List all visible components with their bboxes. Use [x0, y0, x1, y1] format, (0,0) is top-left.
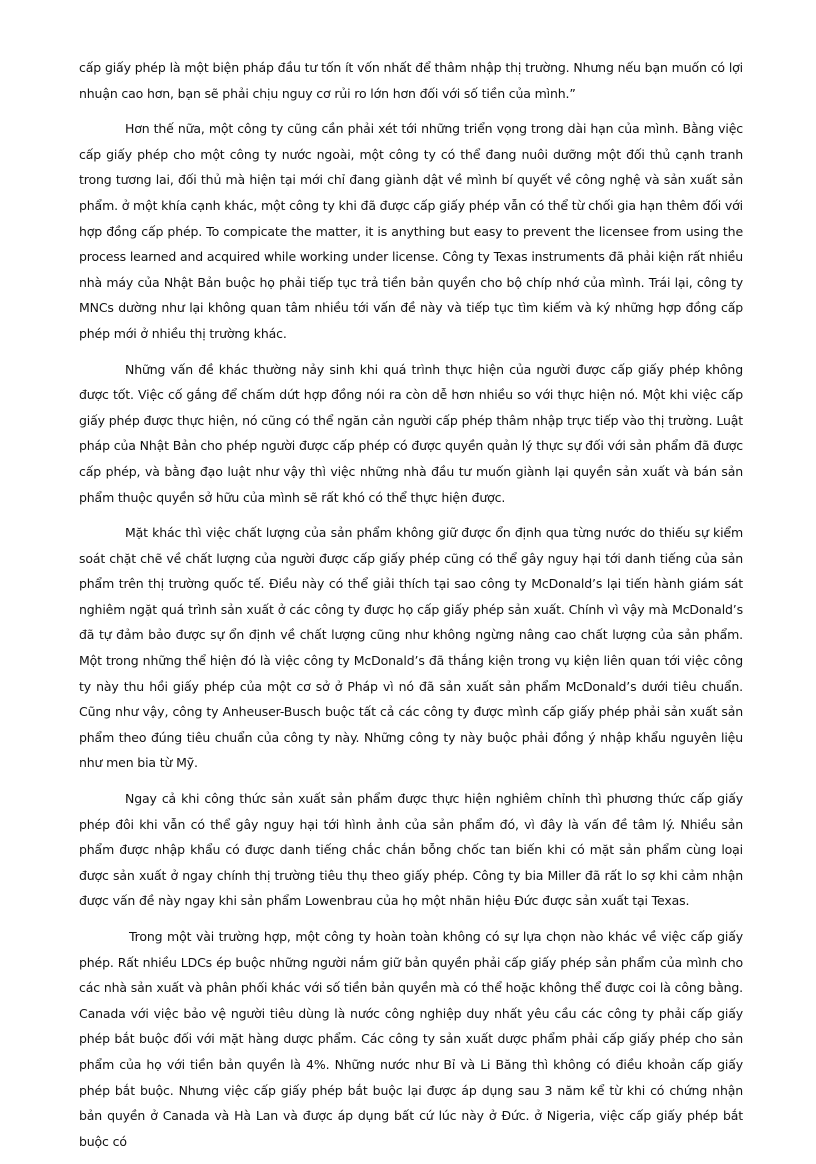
- paragraph-1: cấp giấy phép là một biện pháp đầu tư tốn ít vốn nhất để thâm nhập thị trường. Nhưng nếu bạn muốn có lợi nhuận cao hơn, bạn sẽ phải chịu nguy cơ rủi ro lớn hơn đối với số tiền của mình.”: [79, 60, 743, 101]
- paragraph-6: Trong một vài trường hợp, một công ty hoàn toàn không có sự lựa chọn nào khác về việc cấp giấy phép. Rất nhiều LDCs ép buộc những người nắm giữ bản quyền phải cấp giấy phép sản phẩm của mình cho các nhà sản xuất và phân phối khác với số tiền bản quyền mà có thể hoặc không thể được coi là công bằng. Canada với việc bảo vệ người tiêu dùng là nước công nghiệp duy nhất yêu cầu các công ty phải cấp giấy phép bắt buộc đối với mặt hàng dược phẩm. Các công ty sản xuất dược phẩm phải cấp giấy phép cho sản phẩm của họ với tiền bản quyền là 4%. Những nước như Bỉ và Li Băng thì không có điều khoản cấp giấy phép bắt buộc. Nhưng việc cấp giấy phép bắt buộc lại được áp dụng sau 3 năm kể từ khi có chứng nhận bản quyền ở Canada và Hà Lan và được áp dụng bất cứ lúc này ở Đức. ở Nigeria, việc cấp giấy phép bắt buộc có: [79, 929, 743, 1149]
- document-page: [79, 55, 743, 1164]
- paragraph-2: Hơn thế nữa, một công ty cũng cần phải xét tới những triển vọng trong dài hạn của mình. Bằng việc cấp giấy phép cho một công ty nước ngoài, một công ty có thể đang nuôi dưỡng một đối thủ cạnh tranh trong tương lai, đối thủ mà hiện tại mới chỉ đang giành dật về mình bí quyết về công nghệ và sản xuất sản phẩm. ở một khía cạnh khác, một công ty khi đã được cấp giấy phép vẫn có thể từ chối gia hạn thêm đối với hợp đồng cấp phép. To compicate the matter, it is anything but easy to prevent the licensee from using the process learned and acquired while working under license. Công ty Texas instruments đã phải kiện rất nhiều nhà máy của Nhật Bản buộc họ phải tiếp tục trả tiền bản quyền cho bộ chíp nhớ của mình. Trái lại, công ty MNCs dường như lại không quan tâm nhiều tới vấn đề này và tiếp tục tìm kiếm và ký những hợp đồng cấp phép mới ở nhiều thị trường khác.: [79, 121, 743, 341]
- paragraph-3: Những vấn đề khác thường nảy sinh khi quá trình thực hiện của người được cấp giấy phép không được tốt. Việc cố gắng để chấm dứt hợp đồng nói ra còn dễ hơn nhiều so với thực hiện nó. Một khi việc cấp giấy phép được thực hiện, nó cũng có thể ngăn cản người cấp phép thâm nhập trực tiếp vào thị trường. Luật pháp của Nhật Bản cho phép người được cấp phép có được quyền quản lý thực sự đối với sản phẩm đã được cấp phép, và bằng đạo luật như vậy thì việc những nhà đầu tư muốn giành lại quyền sản xuất và bán sản phẩm thuộc quyền sở hữu của mình sẽ rất khó có thể thực hiện được.: [79, 361, 743, 505]
- paragraph-4: Mặt khác thì việc chất lượng của sản phẩm không giữ được ổn định qua từng nước do thiếu sự kiểm soát chặt chẽ về chất lượng của người được cấp giấy phép cũng có thể gây nguy hại tới danh tiếng của sản phẩm trên thị trường quốc tế. Điều này có thể giải thích tại sao công ty McDonald’s lại tiến hành giám sát nghiêm ngặt quá trình sản xuất ở các công ty được họ cấp giấy phép sản xuất. Chính vì vậy mà McDonald’s đã tự đảm bảo được sự ổn định về chất lượng cũng như không ngừng nâng cao chất lượng của sản phẩm. Một trong những thể hiện đó là việc công ty McDonald’s đã thắng kiện trong vụ kiện liên quan tới việc công ty này thu hồi giấy phép của một cơ sở ở Pháp vì nó đã sản xuất sản phẩm McDonald’s dưới tiêu chuẩn. Cũng như vậy, công ty Anheuser-Busch buộc tất cả các công ty được mình cấp giấy phép phải sản xuất sản phẩm theo đúng tiêu chuẩn của công ty này. Những công ty này buộc phải đồng ý nhập khẩu nguyên liệu như men bia từ Mỹ.: [79, 525, 743, 771]
- paragraph-5: Ngay cả khi công thức sản xuất sản phẩm được thực hiện nghiêm chỉnh thì phương thức cấp giấy phép đôi khi vẫn có thể gây nguy hại tới hình ảnh của sản phẩm đó, vì đây là vấn đề tâm lý. Nhiều sản phẩm được nhập khẩu có được danh tiếng chắc chắn bỗng chốc tan biến khi có mặt sản phẩm cùng loại được sản xuất ở ngay chính thị trường tiêu thụ theo giấy phép. Công ty bia Miller đã rất lo sợ khi cảm nhận được vấn đề này ngay khi sản phẩm Lowenbrau của họ một nhãn hiệu Đức được sản xuất tại Texas.: [79, 791, 743, 909]
